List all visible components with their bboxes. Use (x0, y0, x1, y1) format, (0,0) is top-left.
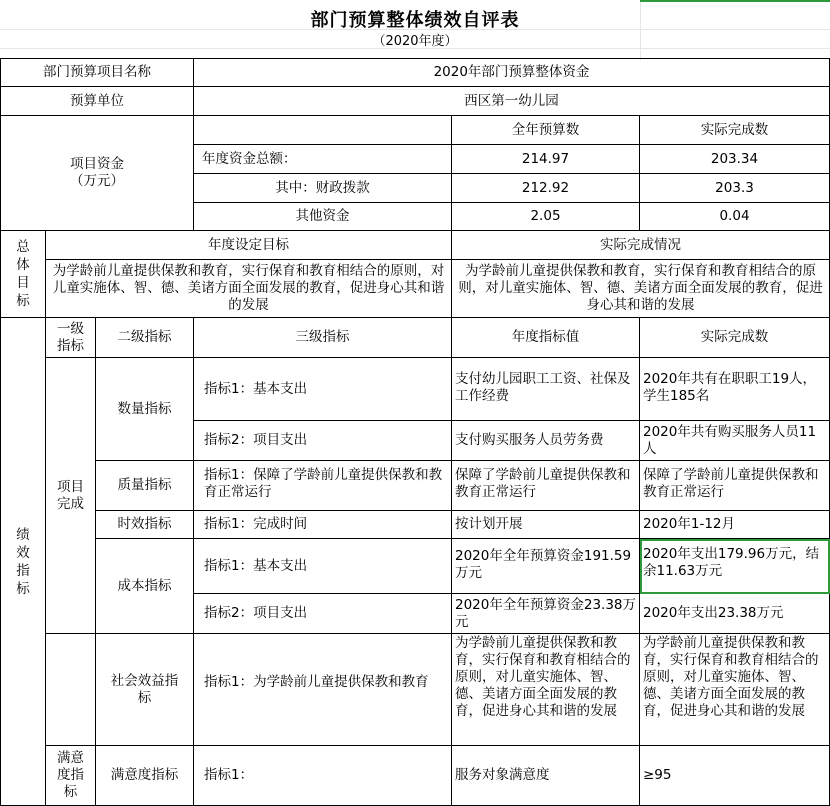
perf-qty-label[interactable]: 数量指标 (96, 358, 194, 461)
perf-h-level2[interactable]: 二级指标 (96, 318, 194, 358)
perf-group-satisfaction[interactable]: 满意度指标 (46, 746, 96, 806)
overall-target-text[interactable]: 为学龄前儿童提供保教和教育，实行保育和教育相结合的原则，对儿童实施体、智、德、美诸方面全面发展的教育，促进身心其和谐的发展 (46, 260, 452, 318)
perf-cost1-actual[interactable]: 2020年支出179.96万元，结余11.63万元 (640, 539, 830, 594)
perf-h-actual[interactable]: 实际完成数 (640, 318, 830, 358)
perf-cost2-l3[interactable]: 指标2：项目支出 (194, 594, 452, 634)
perf-cost2-actual[interactable]: 2020年支出23.38万元 (640, 594, 830, 634)
perf-cost1-target[interactable]: 2020年全年预算资金191.59万元 (452, 539, 640, 594)
funds-col-budget[interactable]: 全年预算数 (452, 116, 640, 145)
perf-time-target[interactable]: 按计划开展 (452, 511, 640, 539)
funds-header-blank[interactable] (194, 116, 452, 145)
perf-qty1-l3[interactable]: 指标1：基本支出 (194, 358, 452, 421)
perf-qty1-target[interactable]: 支付幼儿园职工工资、社保及工作经费 (452, 358, 640, 421)
perf-social-l3[interactable]: 指标1：为学龄前儿童提供保教和教育 (194, 634, 452, 746)
perf-label[interactable]: 绩效指标 (1, 318, 46, 806)
perf-qty2-l3[interactable]: 指标2：项目支出 (194, 421, 452, 461)
funds-row-total-label[interactable]: 年度资金总额： (194, 145, 452, 174)
perf-cost1-l3[interactable]: 指标1：基本支出 (194, 539, 452, 594)
budget-unit-label[interactable]: 预算单位 (1, 87, 194, 116)
perf-cost2-target[interactable]: 2020年全年预算资金23.38万元 (452, 594, 640, 634)
perf-satisfaction-target[interactable]: 服务对象满意度 (452, 746, 640, 806)
perf-h-target[interactable]: 年度指标值 (452, 318, 640, 358)
selection-indicator (640, 0, 830, 2)
perf-quality-label[interactable]: 质量指标 (96, 461, 194, 511)
perf-group-project[interactable]: 项目完成 (46, 358, 96, 634)
perf-qty2-actual[interactable]: 2020年共有购买服务人员11人 (640, 421, 830, 461)
overall-col-actual[interactable]: 实际完成情况 (452, 231, 830, 260)
perf-quality-target[interactable]: 保障了学龄前儿童提供保教和教育正常运行 (452, 461, 640, 511)
perf-social-label[interactable]: 社会效益指标 (96, 634, 194, 746)
sheet-subtitle: （2020年度） (372, 34, 458, 49)
perf-time-actual[interactable]: 2020年1-12月 (640, 511, 830, 539)
funds-row-other-label[interactable]: 其他资金 (194, 203, 452, 231)
budget-unit-value[interactable]: 西区第一幼儿园 (194, 87, 830, 116)
perf-time-l3[interactable]: 指标1：完成时间 (194, 511, 452, 539)
perf-h-level1[interactable]: 一级指标 (46, 318, 96, 358)
project-name-label[interactable]: 部门预算项目名称 (1, 59, 194, 87)
funds-row-other-actual[interactable]: 0.04 (640, 203, 830, 231)
perf-cost-label[interactable]: 成本指标 (96, 539, 194, 634)
overall-col-target[interactable]: 年度设定目标 (46, 231, 452, 260)
perf-qty1-actual[interactable]: 2020年共有在职职工19人，学生185名 (640, 358, 830, 421)
perf-satisfaction-actual[interactable]: ≥95 (640, 746, 830, 806)
overall-actual-text[interactable]: 为学龄前儿童提供保教和教育，实行保育和教育相结合的原则，对儿童实施体、智、德、美诸方面全面发展的教育，促进身心其和谐的发展 (452, 260, 830, 318)
funds-col-actual[interactable]: 实际完成数 (640, 116, 830, 145)
perf-quality-l3[interactable]: 指标1：保障了学龄前儿童提供保教和教育正常运行 (194, 461, 452, 511)
perf-group-benefit[interactable] (46, 634, 96, 746)
funds-row-total-budget[interactable]: 214.97 (452, 145, 640, 174)
overall-goal-label[interactable]: 总体目标 (1, 231, 46, 318)
funds-row-other-budget[interactable]: 2.05 (452, 203, 640, 231)
funds-row-total-actual[interactable]: 203.34 (640, 145, 830, 174)
perf-social-target[interactable]: 为学龄前儿童提供保教和教育，实行保育和教育相结合的原则，对儿童实施体、智、德、美诸方面全面发展的教育，促进身心其和谐的发展 (452, 634, 640, 746)
funds-row-fiscal-actual[interactable]: 203.3 (640, 174, 830, 203)
funds-row-fiscal-label[interactable]: 其中：财政拨款 (194, 174, 452, 203)
project-name-value[interactable]: 2020年部门预算整体资金 (194, 59, 830, 87)
perf-qty2-target[interactable]: 支付购买服务人员劳务费 (452, 421, 640, 461)
perf-satisfaction-label[interactable]: 满意度指标 (96, 746, 194, 806)
perf-satisfaction-l3[interactable]: 指标1： (194, 746, 452, 806)
funds-label[interactable]: 项目资金 （万元） (1, 116, 194, 231)
perf-h-level3[interactable]: 三级指标 (194, 318, 452, 358)
perf-quality-actual[interactable]: 保障了学龄前儿童提供保教和教育正常运行 (640, 461, 830, 511)
perf-social-actual[interactable]: 为学龄前儿童提供保教和教育，实行保育和教育相结合的原则，对儿童实施体、智、德、美诸方面全面发展的教育，促进身心其和谐的发展 (640, 634, 830, 746)
perf-time-label[interactable]: 时效指标 (96, 511, 194, 539)
sheet-title: 部门预算整体绩效自评表 (310, 10, 520, 31)
funds-row-fiscal-budget[interactable]: 212.92 (452, 174, 640, 203)
